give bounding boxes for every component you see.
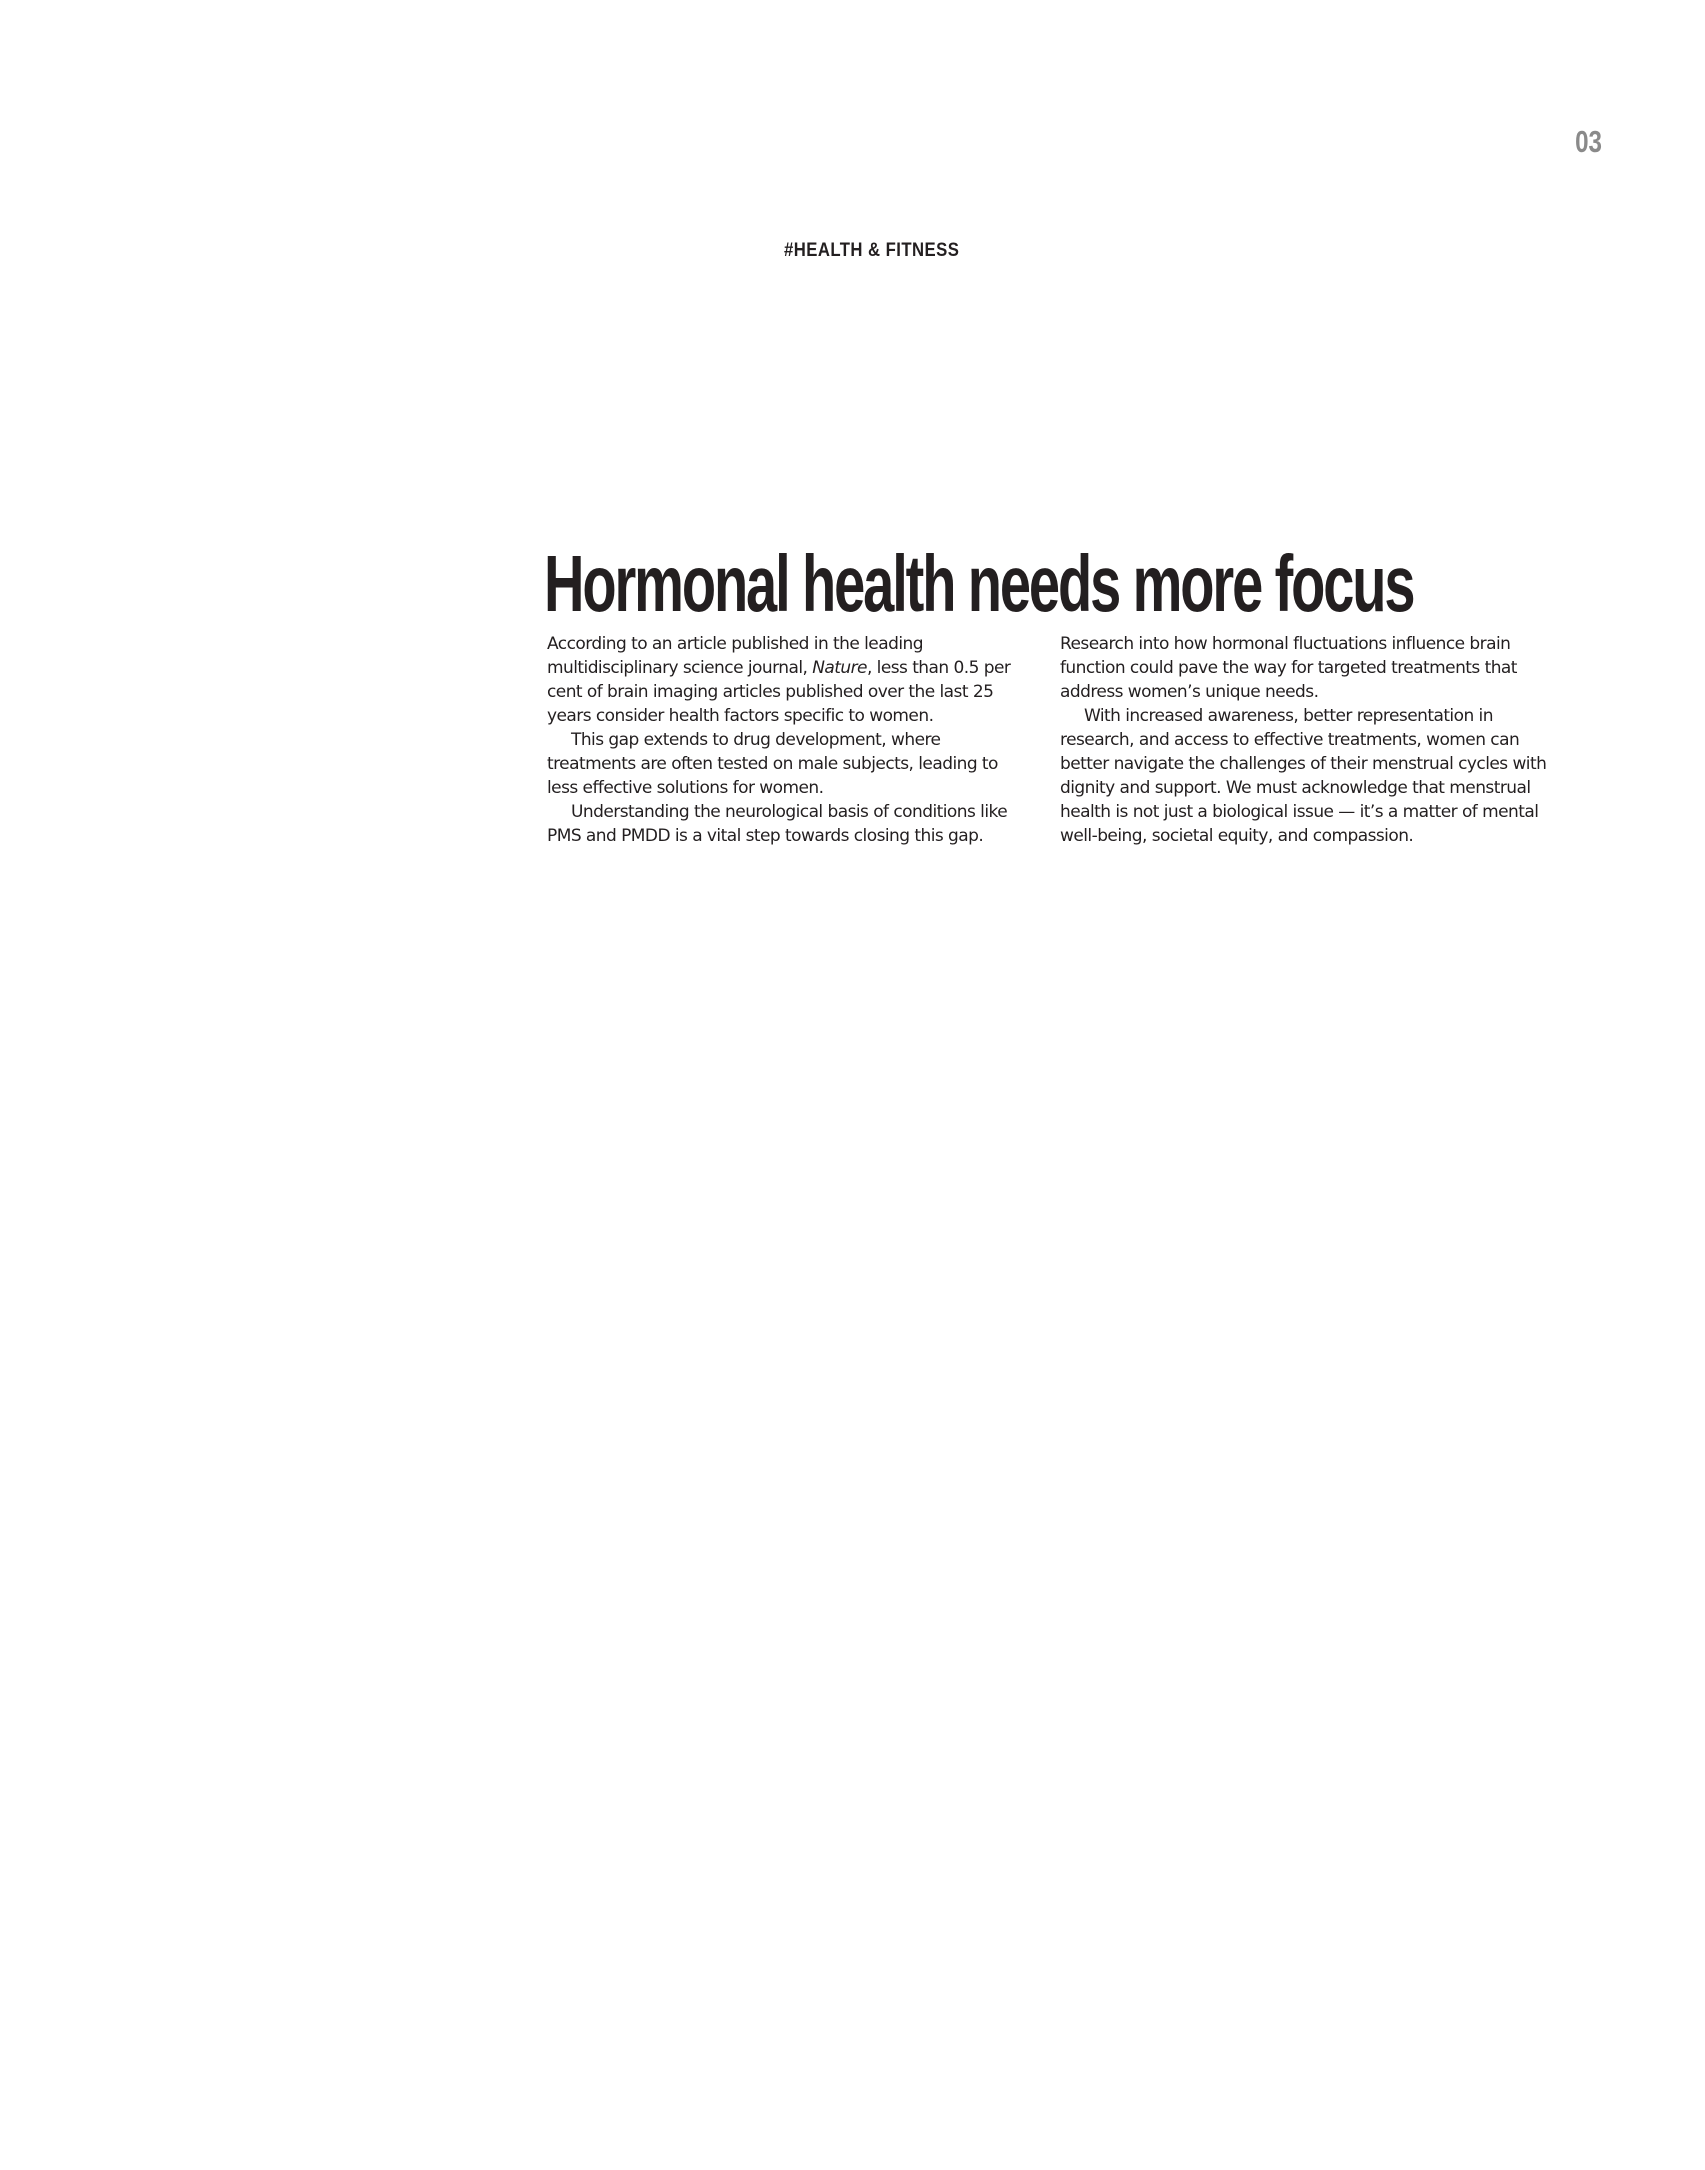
article-paragraph: This gap extends to drug development, where treatments are often tested on male subjects, leading to less effective solutions for women. bbox=[547, 730, 998, 798]
paragraph-text: According to an article published in the leading multidisciplinary science journal, bbox=[547, 634, 923, 678]
page-number: 03 bbox=[1575, 124, 1602, 159]
article-paragraph: Research into how hormonal fluctuations influence brain function could pave the way for targeted treatments that address women’s unique needs. bbox=[1060, 634, 1517, 702]
journal-name: Nature bbox=[812, 658, 867, 678]
article-headline: Hormonal health needs more focus bbox=[544, 539, 1414, 628]
paragraph-text: , less than 0.5 per cent of brain imaging articles published over the last 25 years consider health factors specific to women. bbox=[547, 658, 1011, 726]
article-column-right bbox=[1060, 632, 1550, 848]
article-paragraph: Understanding the neurological basis of conditions like PMS and PMDD is a vital step towards closing this gap. bbox=[547, 802, 1008, 846]
article-paragraph: With increased awareness, better representation in research, and access to effective treatments, women can better navigate the challenges of their menstrual cycles with dignity and support. We must acknowledge that menstrual health is not just a biological issue — it’s a matter of mental well-being, societal equity, and compassion. bbox=[1060, 706, 1547, 846]
article-paragraph bbox=[547, 632, 1027, 728]
section-tag: #HEALTH & FITNESS bbox=[784, 240, 960, 261]
article-column-left bbox=[547, 632, 1027, 848]
